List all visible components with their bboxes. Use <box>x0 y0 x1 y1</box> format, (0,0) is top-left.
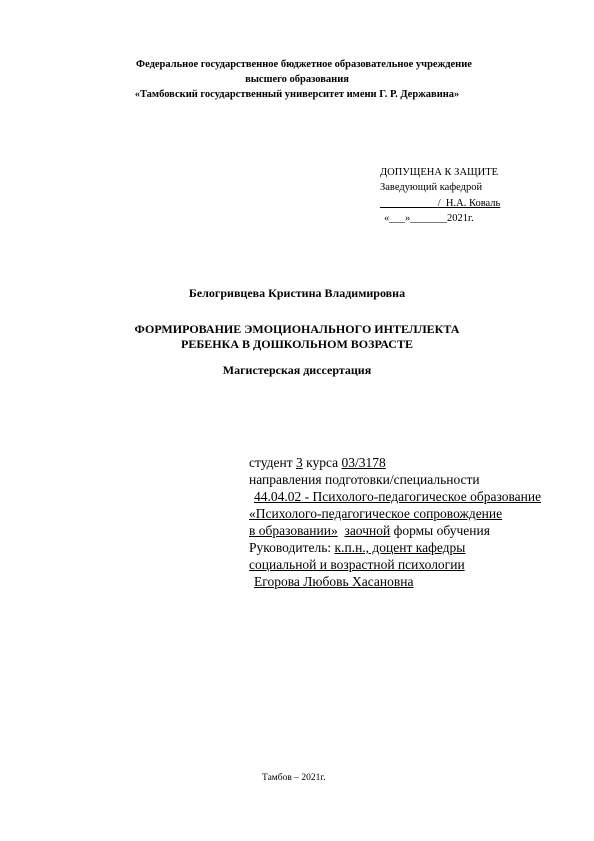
direction-value: 44.04.02 - Психолого-педагогическое образование <box>254 489 542 504</box>
student-line <box>249 455 386 471</box>
approval-position: Заведующий кафедрой <box>380 182 483 193</box>
date-open-quote: « <box>384 213 390 224</box>
footer-city-year: Тамбов – 2021г. <box>262 773 326 783</box>
signature-blank: ___________ <box>380 198 438 209</box>
date-close-quote: » <box>405 213 411 224</box>
thesis-title-line-2: РЕБЕНКА В ДОШКОЛЬНОМ ВОЗРАСТЕ <box>181 337 413 351</box>
student-course: 3 <box>295 455 303 470</box>
approval-date <box>384 212 474 225</box>
date-month-blank: _______ <box>410 213 447 224</box>
thesis-title-line-1: ФОРМИРОВАНИЕ ЭМОЦИОНАЛЬНОГО ИНТЕЛЛЕКТА <box>134 322 460 336</box>
profile-line-1: «Психолого-педагогическое сопровождение <box>249 506 503 521</box>
approval-signature <box>380 197 500 210</box>
approval-title: ДОПУЩЕНА К ЗАЩИТЕ <box>380 167 499 178</box>
thesis-type: Магистерская диссертация <box>222 363 372 377</box>
student-prefix: студент <box>249 455 293 470</box>
profile-name-end: в образовании» <box>249 523 338 538</box>
date-year: 2021г. <box>447 213 474 224</box>
supervisor-label: Руководитель: <box>249 540 332 555</box>
header-line-3: «Тамбовский государственный университет имени Г. Р. Державина» <box>134 89 460 100</box>
profile-line-2 <box>249 523 490 539</box>
student-course-word: курса <box>306 455 339 470</box>
header-line-1: Федеральное государственное бюджетное образовательное учреждение <box>136 59 472 70</box>
header-line-2: высшего образования <box>245 74 349 85</box>
student-group: 03/3178 <box>341 455 386 470</box>
supervisor-line <box>249 540 465 556</box>
supervisor-department: социальной и возрастной психологии <box>249 557 465 572</box>
supervisor-degree: к.п.н., доцент кафедры <box>334 540 466 555</box>
supervisor-name: Егорова Любовь Хасановна <box>254 574 414 589</box>
study-form-suffix: формы обучения <box>393 523 490 538</box>
direction-label: направления подготовки/специальности <box>249 472 480 487</box>
study-form: заочной <box>344 523 391 538</box>
approval-name: /_Н.А. Коваль <box>437 198 501 209</box>
author-name: Белогривцева Кристина Владимировна <box>188 286 406 300</box>
date-day-blank: ___ <box>389 213 405 224</box>
